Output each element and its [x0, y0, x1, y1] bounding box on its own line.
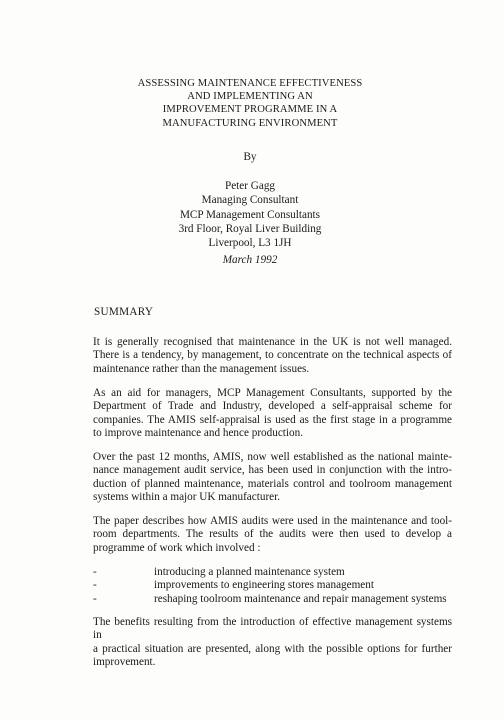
work-programme-list — [93, 566, 453, 606]
text-line: room departments. The results of the audits were then used to develop a — [93, 528, 452, 541]
byline-label: By — [243, 151, 257, 163]
text-line: to improve maintenance and hence production. — [93, 426, 304, 439]
author-city: Liverpool, L3 1JH — [208, 237, 292, 250]
list-item-text: reshaping toolroom maintenance and repair management systems — [154, 592, 447, 605]
list-item-text: improvements to engineering stores management — [154, 579, 374, 592]
dash-bullet: - — [93, 592, 97, 605]
text-line: improvement. — [93, 655, 156, 668]
text-line: companies. The AMIS self-appraisal is used as the first stage in a programme — [93, 413, 452, 426]
text-line: There is a tendency, by management, to concentrate on the technical aspects of — [93, 349, 452, 362]
author-address: 3rd Floor, Royal Liver Building — [178, 222, 322, 235]
author-role: Managing Consultant — [201, 194, 299, 207]
dash-bullet: - — [93, 566, 97, 578]
summary-paragraph-1 — [93, 336, 452, 376]
text-line: The benefits resulting from the introduction of effective management systems in — [93, 616, 452, 642]
list-item-text: introducing a planned maintenance system — [154, 566, 345, 578]
author-company: MCP Management Consultants — [179, 208, 321, 221]
title-line: IMPROVEMENT PROGRAMME IN A — [162, 104, 338, 116]
paper-title — [100, 77, 400, 130]
text-line: nance management audit service, has been used in conjunction with the intro- — [93, 464, 452, 477]
publication-date: March 1992 — [222, 254, 278, 266]
text-line: duction of planned maintenance, materials control and toolroom management — [93, 477, 452, 490]
closing-paragraph — [93, 616, 452, 669]
author-block — [120, 179, 380, 250]
summary-paragraph-3 — [93, 451, 452, 504]
summary-paragraph-4 — [93, 515, 452, 555]
summary-heading: SUMMARY — [94, 306, 154, 318]
list-item — [93, 593, 453, 606]
text-line: maintenance rather than the management issues. — [93, 362, 310, 375]
text-line: systems within a major UK manufacturer. — [93, 490, 281, 503]
title-line: ASSESSING MAINTENANCE EFFECTIVENESS — [137, 78, 363, 89]
list-item — [93, 579, 453, 592]
text-line: Department of Trade and Industry, developed a self-appraisal scheme for — [93, 400, 452, 413]
list-item — [93, 566, 453, 579]
title-line: MANUFACTURING ENVIRONMENT — [162, 117, 338, 129]
text-line: The paper describes how AMIS audits were used in the maintenance and tool- — [93, 515, 452, 527]
summary-paragraph-2 — [93, 387, 452, 440]
text-line: a practical situation are presented, along with the possible options for further — [93, 642, 452, 655]
title-line: AND IMPLEMENTING AN — [187, 91, 313, 103]
author-name: Peter Gagg — [224, 180, 276, 192]
text-line: As an aid for managers, MCP Management Consultants, supported by the — [93, 387, 452, 399]
text-line: It is generally recognised that maintenance in the UK is not well managed. — [93, 336, 452, 348]
text-line: programme of work which involved : — [93, 541, 261, 554]
text-line: Over the past 12 months, AMIS, now well established as the national mainte- — [93, 451, 452, 463]
dash-bullet: - — [93, 579, 97, 592]
